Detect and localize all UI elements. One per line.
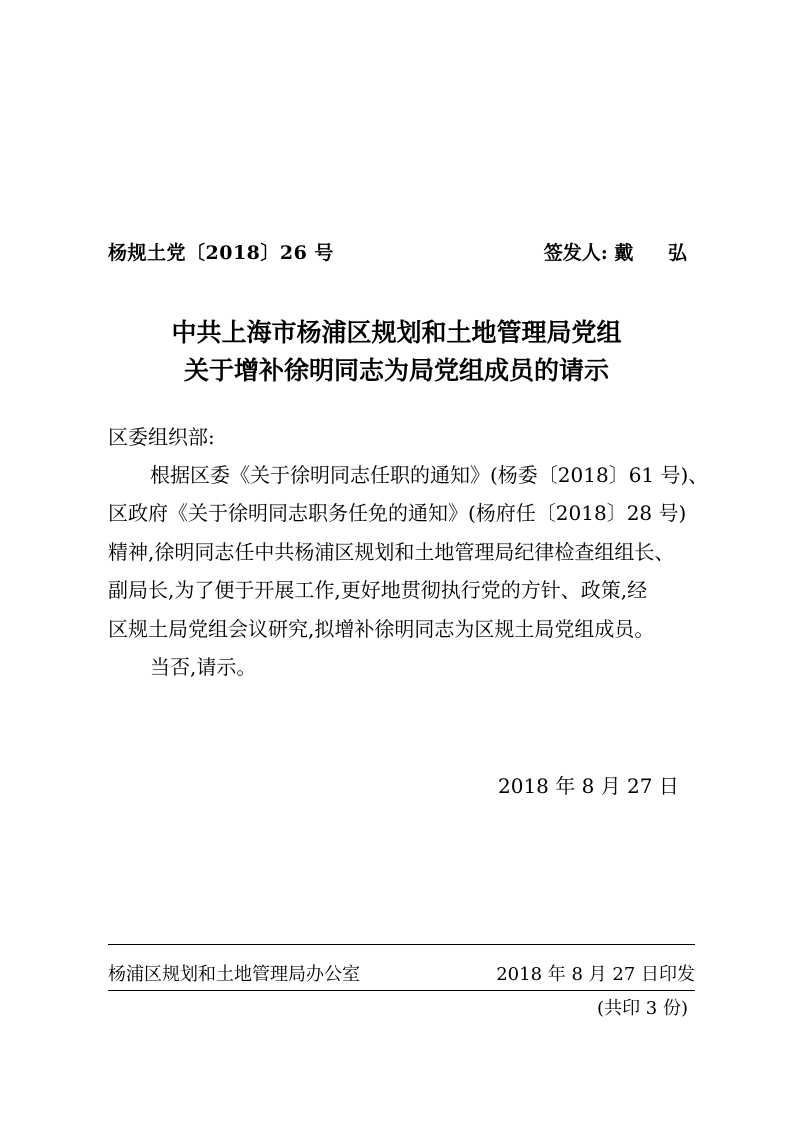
footer-issue-date: 2018 年 8 月 27 日印发 bbox=[496, 964, 695, 985]
body-line: 副局长,为了便于开展工作,更好地贯彻执行党的方针、政策,经 bbox=[108, 578, 648, 602]
doc-number: 杨规土党〔2018〕26 号 bbox=[108, 242, 334, 264]
footer-office: 杨浦区规划和土地管理局办公室 bbox=[108, 964, 360, 985]
document-title-line-1: 中共上海市杨浦区规划和土地管理局党组 bbox=[171, 318, 622, 347]
footer-rule-top bbox=[108, 944, 695, 945]
copies-count: (共印 3 份) bbox=[597, 998, 688, 1019]
body-line: 根据区委《关于徐明同志任职的通知》(杨委〔2018〕61 号)、 bbox=[150, 463, 709, 487]
closing-line: 当否,请示。 bbox=[150, 655, 257, 679]
signer-block bbox=[544, 238, 701, 265]
salutation: 区委组织部: bbox=[108, 425, 215, 449]
body-line: 区政府《关于徐明同志职务任免的通知》(杨府任〔2018〕28 号) bbox=[108, 501, 687, 525]
body-line: 精神,徐明同志任中共杨浦区规划和土地管理局纪律检查组组长、 bbox=[108, 540, 675, 564]
signer-name: 戴 弘 bbox=[614, 242, 701, 264]
document-title-line-2: 关于增补徐明同志为局党组成员的请示 bbox=[183, 356, 609, 385]
footer-rule-bottom bbox=[108, 990, 695, 991]
signer-label: 签发人: bbox=[543, 242, 608, 264]
body-line: 区规土局党组会议研究,拟增补徐明同志为区规土局党组成员。 bbox=[108, 617, 655, 641]
signature-date: 2018 年 8 月 27 日 bbox=[498, 774, 679, 798]
